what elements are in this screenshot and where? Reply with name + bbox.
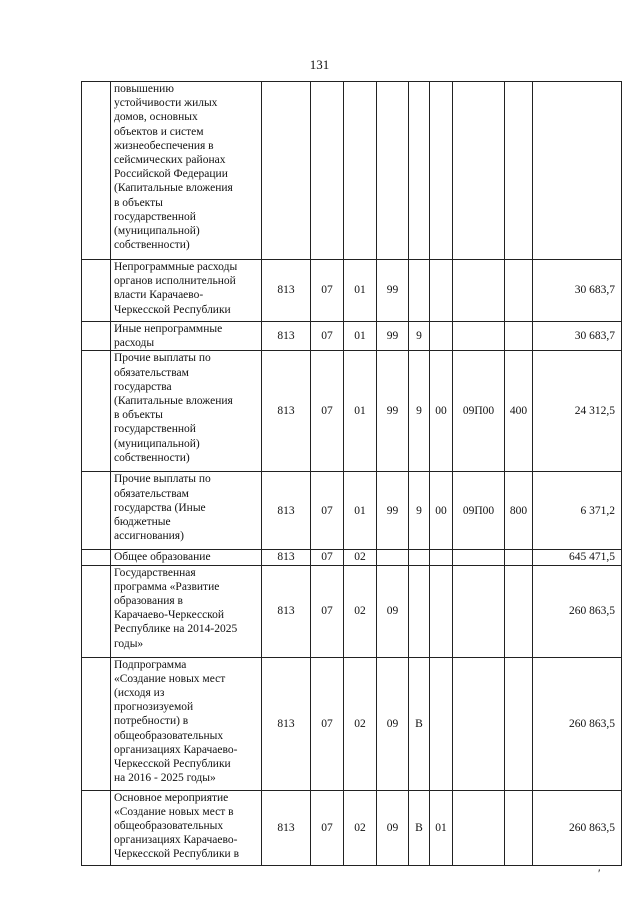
code-cell-c2: 07 [311,550,344,565]
row-index-cell [82,322,111,351]
code-cell-c2: 07 [311,790,344,865]
code-cell-c1: 813 [262,260,311,322]
table-row [82,565,622,657]
row-name-cell: Непрограммные расходы органов исполнительной власти Карачаево- Черкесской Республики [111,260,262,322]
code-cell-c3: 02 [344,790,377,865]
code-cell-c6: 00 [430,472,453,550]
row-name-cell: повышению устойчивости жилых домов, основных объектов и систем жизнеобеспечения в сейсмических районах Российской Федерации (Капитальные вложения в объекты государственной (муниципальной) собственности) [111,82,262,260]
code-cell-c4: 09 [377,565,409,657]
code-cell-c1: 813 [262,322,311,351]
code-cell-c8 [505,790,533,865]
table-row [82,657,622,790]
code-cell-c3: 02 [344,565,377,657]
code-cell-c2: 07 [311,472,344,550]
corner-mark: ′ [598,866,601,880]
amount-cell: 260 863,5 [533,657,622,790]
code-cell-c6 [430,657,453,790]
code-cell-c4: 99 [377,351,409,472]
code-cell-c8 [505,657,533,790]
code-cell-c5: 9 [409,351,430,472]
budget-table [81,81,622,866]
code-cell-c8: 400 [505,351,533,472]
code-cell-c1 [262,82,311,260]
code-cell-c4: 99 [377,472,409,550]
code-cell-c8 [505,322,533,351]
page-number: 131 [309,57,330,72]
code-cell-c8 [505,260,533,322]
code-cell-c2: 07 [311,657,344,790]
code-cell-c5 [409,260,430,322]
code-cell-c1: 813 [262,351,311,472]
code-cell-c3 [344,82,377,260]
code-cell-c1: 813 [262,657,311,790]
row-name-cell: Прочие выплаты по обязательствам государства (Иные бюджетные ассигнования) [111,472,262,550]
code-cell-c1: 813 [262,472,311,550]
amount-cell: 260 863,5 [533,790,622,865]
row-index-cell [82,550,111,565]
code-cell-c5 [409,565,430,657]
code-cell-c7 [453,565,505,657]
code-cell-c3: 02 [344,550,377,565]
code-cell-c5: 9 [409,322,430,351]
table-row [82,260,622,322]
table-row [82,550,622,565]
amount-cell: 30 683,7 [533,322,622,351]
code-cell-c5 [409,82,430,260]
amount-cell: 30 683,7 [533,260,622,322]
amount-cell: 645 471,5 [533,550,622,565]
code-cell-c4: 99 [377,322,409,351]
code-cell-c8 [505,550,533,565]
code-cell-c1: 813 [262,790,311,865]
code-cell-c5: В [409,790,430,865]
code-cell-c1: 813 [262,550,311,565]
code-cell-c3: 02 [344,657,377,790]
row-name-cell: Иные непрограммные расходы [111,322,262,351]
code-cell-c7: 09П00 [453,472,505,550]
code-cell-c6 [430,565,453,657]
code-cell-c4 [377,82,409,260]
code-cell-c8: 800 [505,472,533,550]
code-cell-c6: 01 [430,790,453,865]
code-cell-c5: В [409,657,430,790]
table-row [82,351,622,472]
row-index-cell [82,790,111,865]
code-cell-c2: 07 [311,565,344,657]
code-cell-c6 [430,550,453,565]
code-cell-c3: 01 [344,322,377,351]
code-cell-c3: 01 [344,260,377,322]
code-cell-c5 [409,550,430,565]
row-name-cell: Основное мероприятие «Создание новых мест в общеобразовательных организациях Карачаево- Черкесской Республики в [111,790,262,865]
code-cell-c7 [453,550,505,565]
code-cell-c7 [453,260,505,322]
code-cell-c6 [430,322,453,351]
code-cell-c8 [505,82,533,260]
code-cell-c6 [430,82,453,260]
row-name-cell: Общее образование [111,550,262,565]
row-index-cell [82,351,111,472]
code-cell-c6: 00 [430,351,453,472]
code-cell-c2: 07 [311,351,344,472]
code-cell-c2 [311,82,344,260]
code-cell-c1: 813 [262,565,311,657]
code-cell-c2: 07 [311,322,344,351]
row-name-cell: Подпрограмма «Создание новых мест (исходя из прогнозизуемой потребности) в общеобразовательных организациях Карачаево- Черкесской Республики на 2016 - 2025 годы» [111,657,262,790]
table-row [82,322,622,351]
code-cell-c3: 01 [344,472,377,550]
code-cell-c7 [453,790,505,865]
code-cell-c5: 9 [409,472,430,550]
row-index-cell [82,565,111,657]
amount-cell: 260 863,5 [533,565,622,657]
code-cell-c6 [430,260,453,322]
code-cell-c7: 09П00 [453,351,505,472]
code-cell-c7 [453,322,505,351]
code-cell-c7 [453,82,505,260]
row-index-cell [82,472,111,550]
code-cell-c7 [453,657,505,790]
row-index-cell [82,82,111,260]
code-cell-c8 [505,565,533,657]
table-row [82,82,622,260]
code-cell-c3: 01 [344,351,377,472]
code-cell-c2: 07 [311,260,344,322]
row-name-cell: Государственная программа «Развитие образования в Карачаево-Черкесской Республике на 2014-2025 годы» [111,565,262,657]
code-cell-c4: 09 [377,790,409,865]
code-cell-c4 [377,550,409,565]
amount-cell: 6 371,2 [533,472,622,550]
row-index-cell [82,657,111,790]
code-cell-c4: 99 [377,260,409,322]
table-row [82,472,622,550]
row-index-cell [82,260,111,322]
amount-cell [533,82,622,260]
code-cell-c4: 09 [377,657,409,790]
row-name-cell: Прочие выплаты по обязательствам государства (Капитальные вложения в объекты государственной (муниципальной) собственности) [111,351,262,472]
table-row [82,790,622,865]
amount-cell: 24 312,5 [533,351,622,472]
